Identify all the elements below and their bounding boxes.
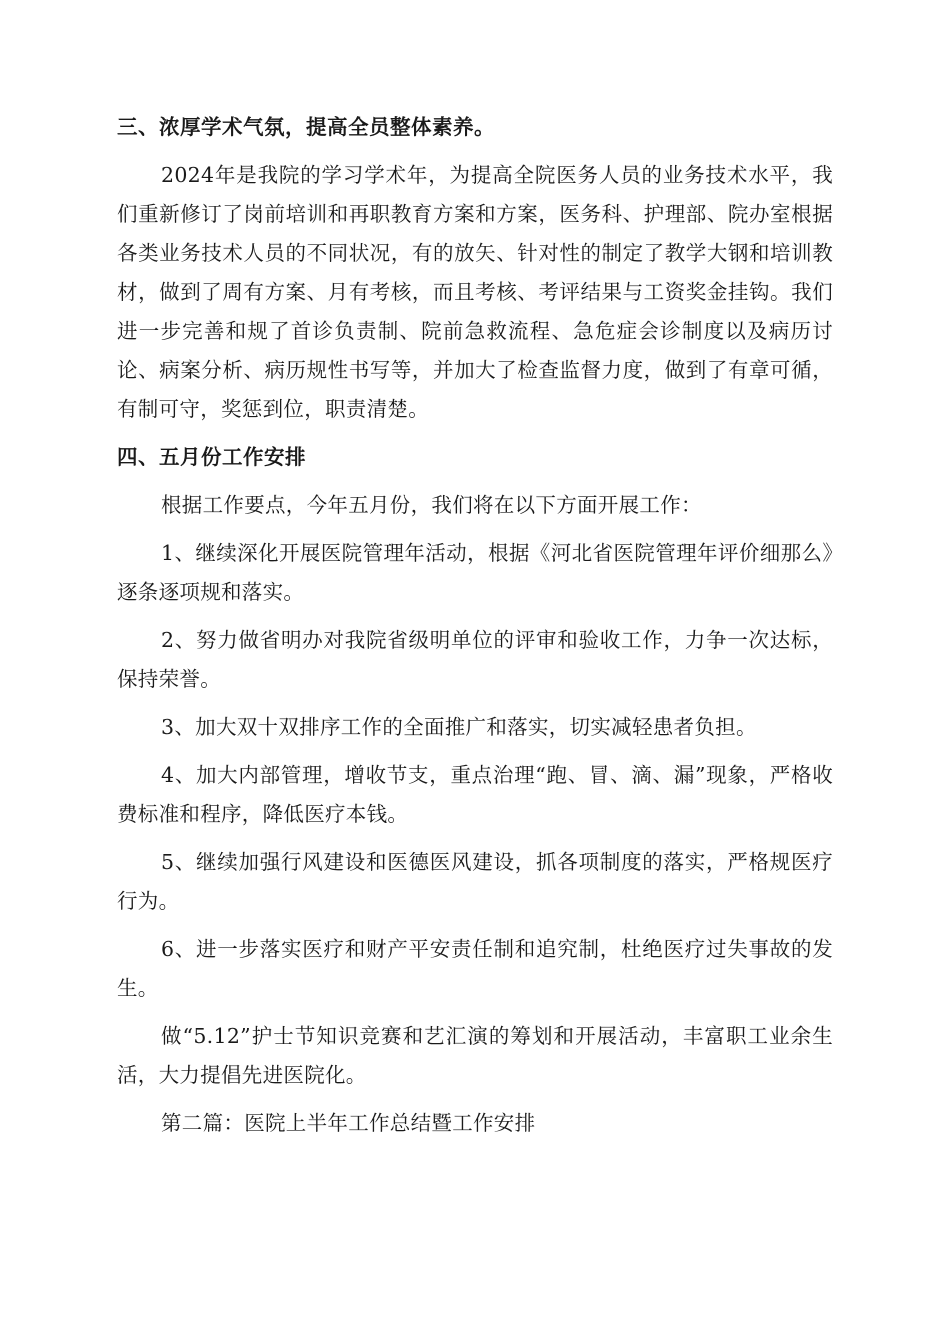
section-4-intro: 根据工作要点，今年五月份，我们将在以下方面开展工作： (161, 493, 702, 517)
list-item-3: 3、加大双十双排序工作的全面推广和落实，切实减轻患者负担。 (161, 715, 757, 739)
section-3-paragraph: 2024年是我院的学习学术年，为提高全院医务人员的业务技术水平，我们重新修订了岗前培训和再职教育方案和方案，医务科、护理部、院办室根据各类业务技术人员的不同状况，有的放矢、针对性的制定了教学大钢和培训教材，做到了周有方案、月有考核，而且考核、考评结果与工资奖金挂钩。我们进一步完善和规了首诊负责制、院前急救流程、急危症会诊制度以及病历讨论、病案分析、病历规性书写等，并加大了检查监督力度，做到了有章可循，有制可守，奖惩到位，职责清楚。 (117, 163, 833, 421)
list-item-6: 6、进一步落实医疗和财产平安责任制和追究制，杜绝医疗过失事故的发生。 (117, 937, 833, 1000)
section-4-heading: 四、五月份工作安排 (117, 445, 306, 469)
document-body (117, 108, 833, 1152)
section-3-heading: 三、浓厚学术气氛，提高全员整体素养。 (117, 115, 495, 139)
nurses-day-paragraph: 做“5.12”护士节知识竞赛和艺汇演的筹划和开展活动，丰富职工业余生活，大力提倡先进医院化。 (117, 1024, 833, 1087)
next-part-title: 第二篇：医院上半年工作总结暨工作安排 (161, 1111, 536, 1135)
list-item-1: 1、继续深化开展医院管理年活动，根据《河北省医院管理年评价细那么》逐条逐项规和落实。 (117, 541, 833, 604)
list-item-2: 2、努力做省明办对我院省级明单位的评审和验收工作，力争一次达标，保持荣誉。 (117, 628, 833, 691)
list-item-4: 4、加大内部管理，增收节支，重点治理“跑、冒、滴、漏”现象，严格收费标准和程序，降低医疗本钱。 (117, 763, 833, 826)
list-item-5: 5、继续加强行风建设和医德医风建设，抓各项制度的落实，严格规医疗行为。 (117, 850, 833, 913)
